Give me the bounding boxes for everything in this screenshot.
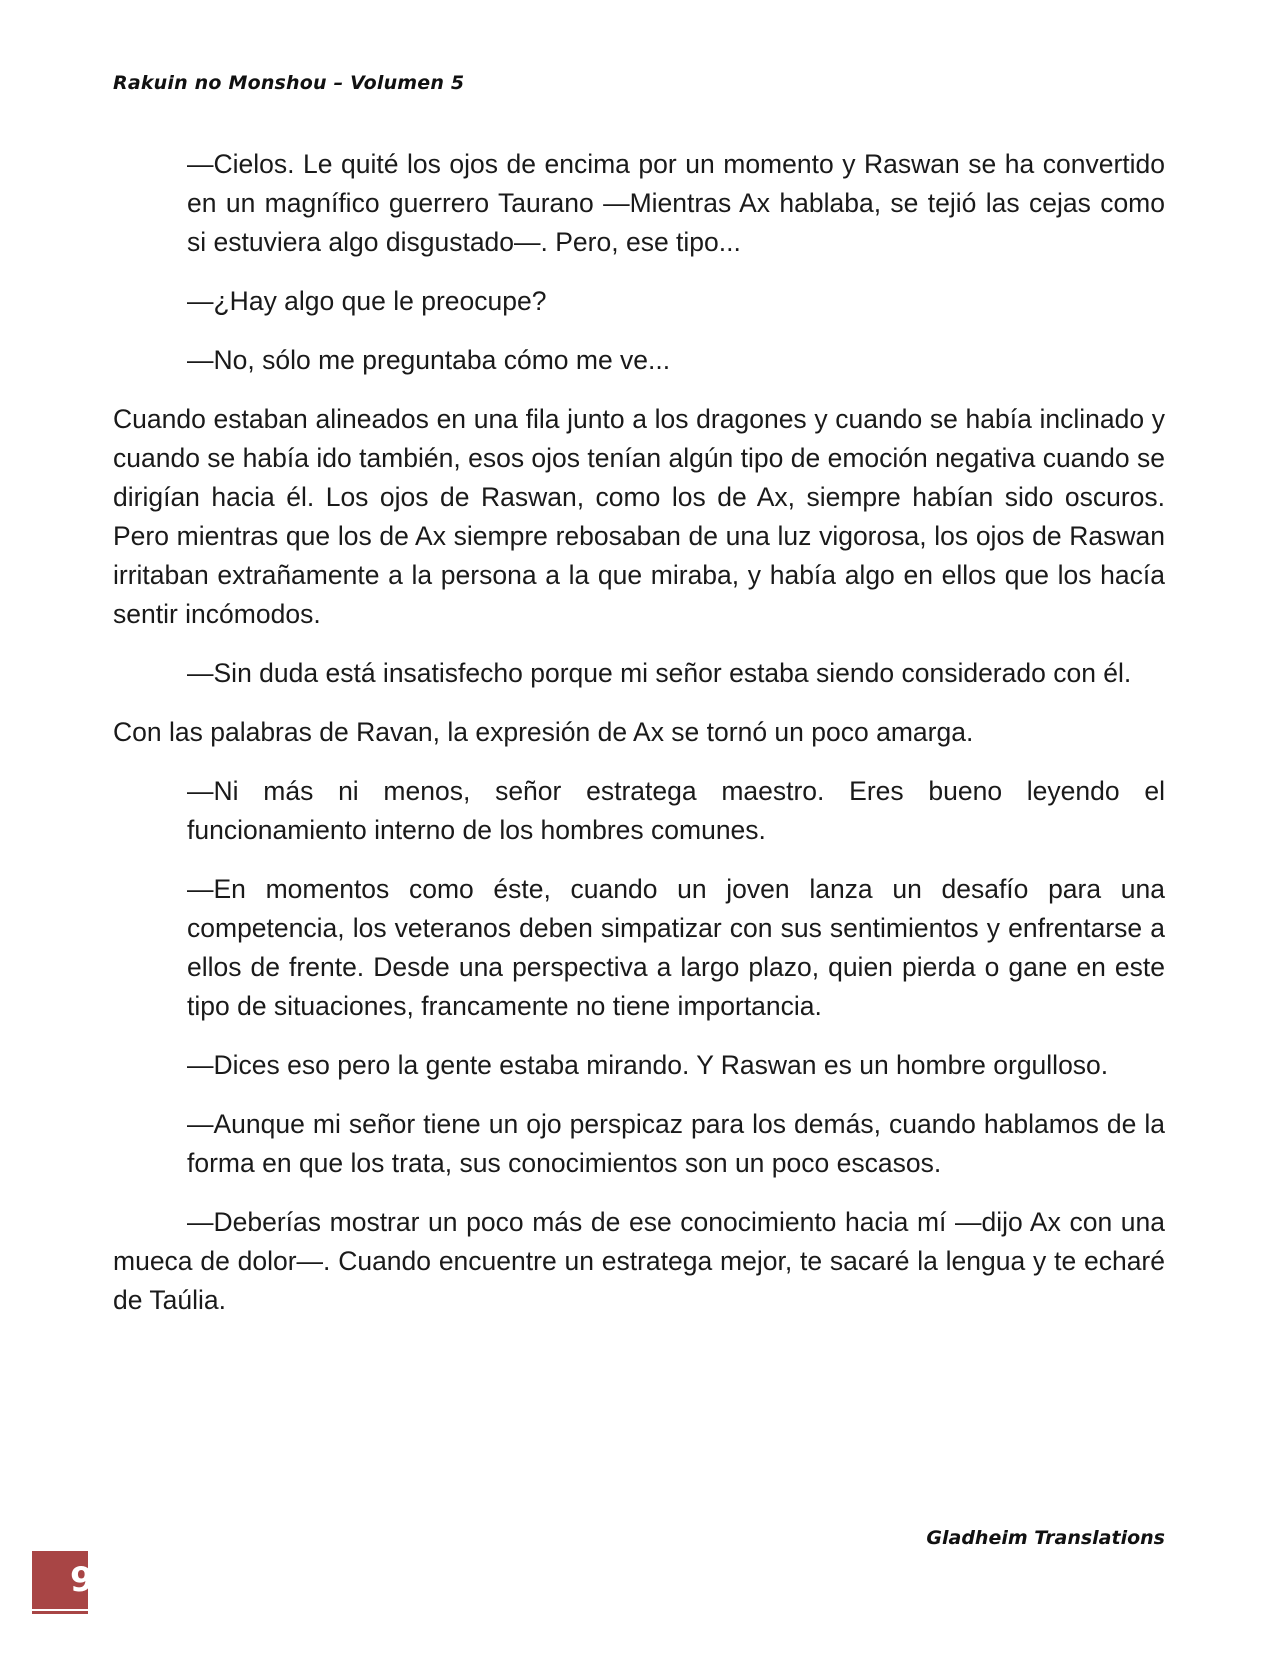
- paragraph-5: —Sin duda está insatisfecho porque mi señor estaba siendo considerado con él.: [187, 658, 1132, 688]
- footer-credit: Gladheim Translations: [926, 1527, 1165, 1549]
- paragraph-7: —Ni más ni menos, señor estratega maestro. Eres bueno leyendo el funcionamiento interno de los hombres comunes.: [187, 776, 1165, 845]
- paragraph-2: —¿Hay algo que le preocupe?: [187, 286, 547, 316]
- paragraph-3: —No, sólo me preguntaba cómo me ve...: [187, 345, 671, 375]
- page-number: 9: [70, 1560, 94, 1600]
- paragraph-1: —Cielos. Le quité los ojos de encima por un momento y Raswan se ha convertido en un magnífico guerrero Taurano —Mientras Ax hablaba, se tejió las cejas como si estuviera algo disgustado—. Pero, ese tipo...: [187, 149, 1165, 257]
- paragraph-10: —Aunque mi señor tiene un ojo perspicaz para los demás, cuando hablamos de la forma en que los trata, sus conocimientos son un poco escasos.: [187, 1109, 1165, 1178]
- paragraph-6: Con las palabras de Ravan, la expresión de Ax se tornó un poco amarga.: [113, 717, 974, 747]
- page-number-wrapper: [32, 1551, 94, 1609]
- paragraph-11: —Deberías mostrar un poco más de ese conocimiento hacia mí —dijo Ax con una mueca de dolor—. Cuando encuentre un estratega mejor, te sacaré la lengua y te echaré de Taúlia.: [113, 1207, 1165, 1315]
- running-header: Rakuin no Monshou – Volumen 5: [113, 72, 465, 94]
- page-body: [113, 145, 1165, 1340]
- paragraph-8: —En momentos como éste, cuando un joven lanza un desafío para una competencia, los veteranos deben simpatizar con sus sentimientos y enfrentarse a ellos de frente. Desde una perspectiva a largo plazo, quien pierda o gane en este tipo de situaciones, francamente no tiene importancia.: [187, 874, 1165, 1021]
- paragraph-4: Cuando estaban alineados en una fila junto a los dragones y cuando se había inclinado y cuando se había ido también, esos ojos tenían algún tipo de emoción negativa cuando se dirigían hacia él. Los ojos de Raswan, como los de Ax, siempre habían sido oscuros. Pero mientras que los de Ax siempre rebosaban de una luz vigorosa, los ojos de Raswan irritaban extrañamente a la persona a la que miraba, y había algo en ellos que los hacía sentir incómodos.: [113, 404, 1165, 629]
- paragraph-9: —Dices eso pero la gente estaba mirando. Y Raswan es un hombre orgulloso.: [187, 1050, 1109, 1080]
- page-number-underline: [32, 1611, 88, 1614]
